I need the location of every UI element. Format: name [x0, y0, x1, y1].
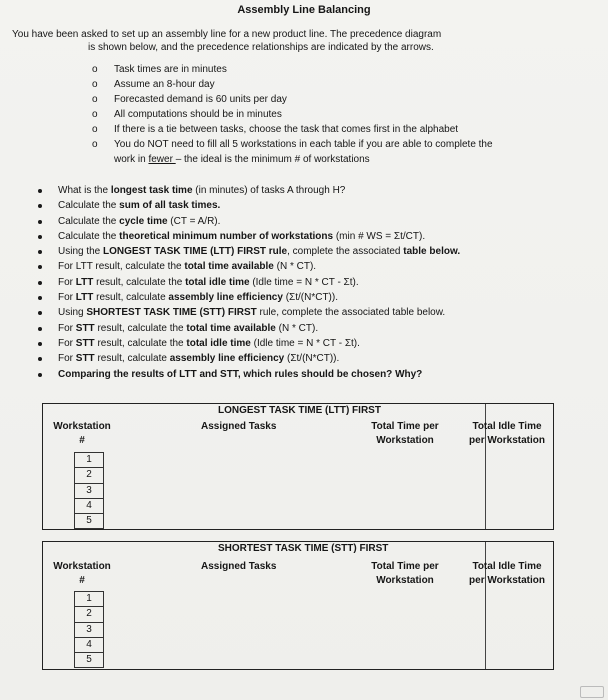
table-row: 4: [75, 637, 103, 652]
table-row: 5: [75, 652, 103, 668]
stt-table: [42, 541, 554, 670]
ltt-table-title: LONGEST TASK TIME (LTT) FIRST: [218, 405, 381, 416]
question-item: For STT result, calculate the total time available (N * CT).: [34, 321, 574, 336]
questions-list: [34, 183, 574, 382]
question-item: For LTT result, calculate assembly line efficiency (Σt/(N*CT)).: [34, 290, 574, 305]
assumption-text: You do NOT need to fill all 5 workstations in each table if you are able to complete the: [114, 139, 493, 150]
table-row: 1: [75, 452, 103, 467]
intro-line-1: You have been asked to set up an assembly line for a new product line. The precedence diagram: [12, 29, 442, 40]
ltt-table: [42, 403, 554, 530]
assumption-item: o Assume an 8-hour day: [90, 77, 560, 92]
assumption-item: [90, 137, 560, 167]
assumption-item: o Forecasted demand is 60 units per day: [90, 92, 560, 107]
ltt-workstation-numbers: [74, 452, 104, 529]
question-item: For STT result, calculate the total idle time (Idle time = N * CT - Σt).: [34, 336, 574, 351]
table-row: 2: [75, 606, 103, 621]
stt-col-total-time: Total Time per Workstation: [371, 561, 439, 586]
assumption-item: o All computations should be in minutes: [90, 107, 560, 122]
question-item: Calculate the cycle time (CT = A/R).: [34, 214, 574, 229]
assumptions-list: [90, 62, 560, 167]
stt-table-title: SHORTEST TASK TIME (STT) FIRST: [218, 543, 389, 554]
ltt-col-tasks: Assigned Tasks: [201, 421, 277, 432]
table-row: 5: [75, 513, 103, 529]
table-row: 3: [75, 483, 103, 498]
assumption-tail-prefix: work in: [114, 154, 149, 165]
ltt-col-workstation: Workstation #: [53, 421, 111, 446]
assumption-item: o Task times are in minutes: [90, 62, 560, 77]
question-item: Calculate the sum of all task times.: [34, 198, 574, 213]
table-row: 2: [75, 467, 103, 482]
question-item: For LTT result, calculate the total idle time (Idle time = N * CT - Σt).: [34, 275, 574, 290]
assumption-item: o If there is a tie between tasks, choose the task that comes first in the alphabet: [90, 122, 560, 137]
question-item: Comparing the results of LTT and STT, which rules should be chosen? Why?: [34, 367, 574, 382]
corner-widget-icon: [580, 686, 604, 698]
stt-col-tasks: Assigned Tasks: [201, 561, 277, 572]
table-row: 4: [75, 498, 103, 513]
intro-line-2: is shown below, and the precedence relationships are indicated by the arrows.: [88, 42, 434, 53]
stt-col-idle-time: Total Idle Time per Workstation: [469, 561, 545, 586]
stt-workstation-numbers: [74, 591, 104, 668]
page-title: Assembly Line Balancing: [237, 4, 371, 16]
question-item: Using the LONGEST TASK TIME (LTT) FIRST rule, complete the associated table below.: [34, 244, 574, 259]
question-item: Calculate the theoretical minimum number of workstations (min # WS = Σt/CT).: [34, 229, 574, 244]
stt-col-workstation: Workstation #: [53, 561, 111, 586]
assumption-tail-suffix: – the ideal is the minimum # of workstations: [175, 154, 370, 165]
table-row: 1: [75, 591, 103, 606]
ltt-col-total-time: Total Time per Workstation: [371, 421, 439, 446]
question-item: Using SHORTEST TASK TIME (STT) FIRST rule, complete the associated table below.: [34, 305, 574, 320]
question-item: For LTT result, calculate the total time available (N * CT).: [34, 259, 574, 274]
question-item: For STT result, calculate assembly line efficiency (Σt/(N*CT)).: [34, 351, 574, 366]
table-row: 3: [75, 622, 103, 637]
ltt-col-idle-time: Total Idle Time per Workstation: [469, 421, 545, 446]
intro-paragraph: [12, 28, 572, 54]
assumption-tail-underlined: fewer: [148, 154, 176, 165]
question-item: What is the longest task time (in minutes) of tasks A through H?: [34, 183, 574, 198]
